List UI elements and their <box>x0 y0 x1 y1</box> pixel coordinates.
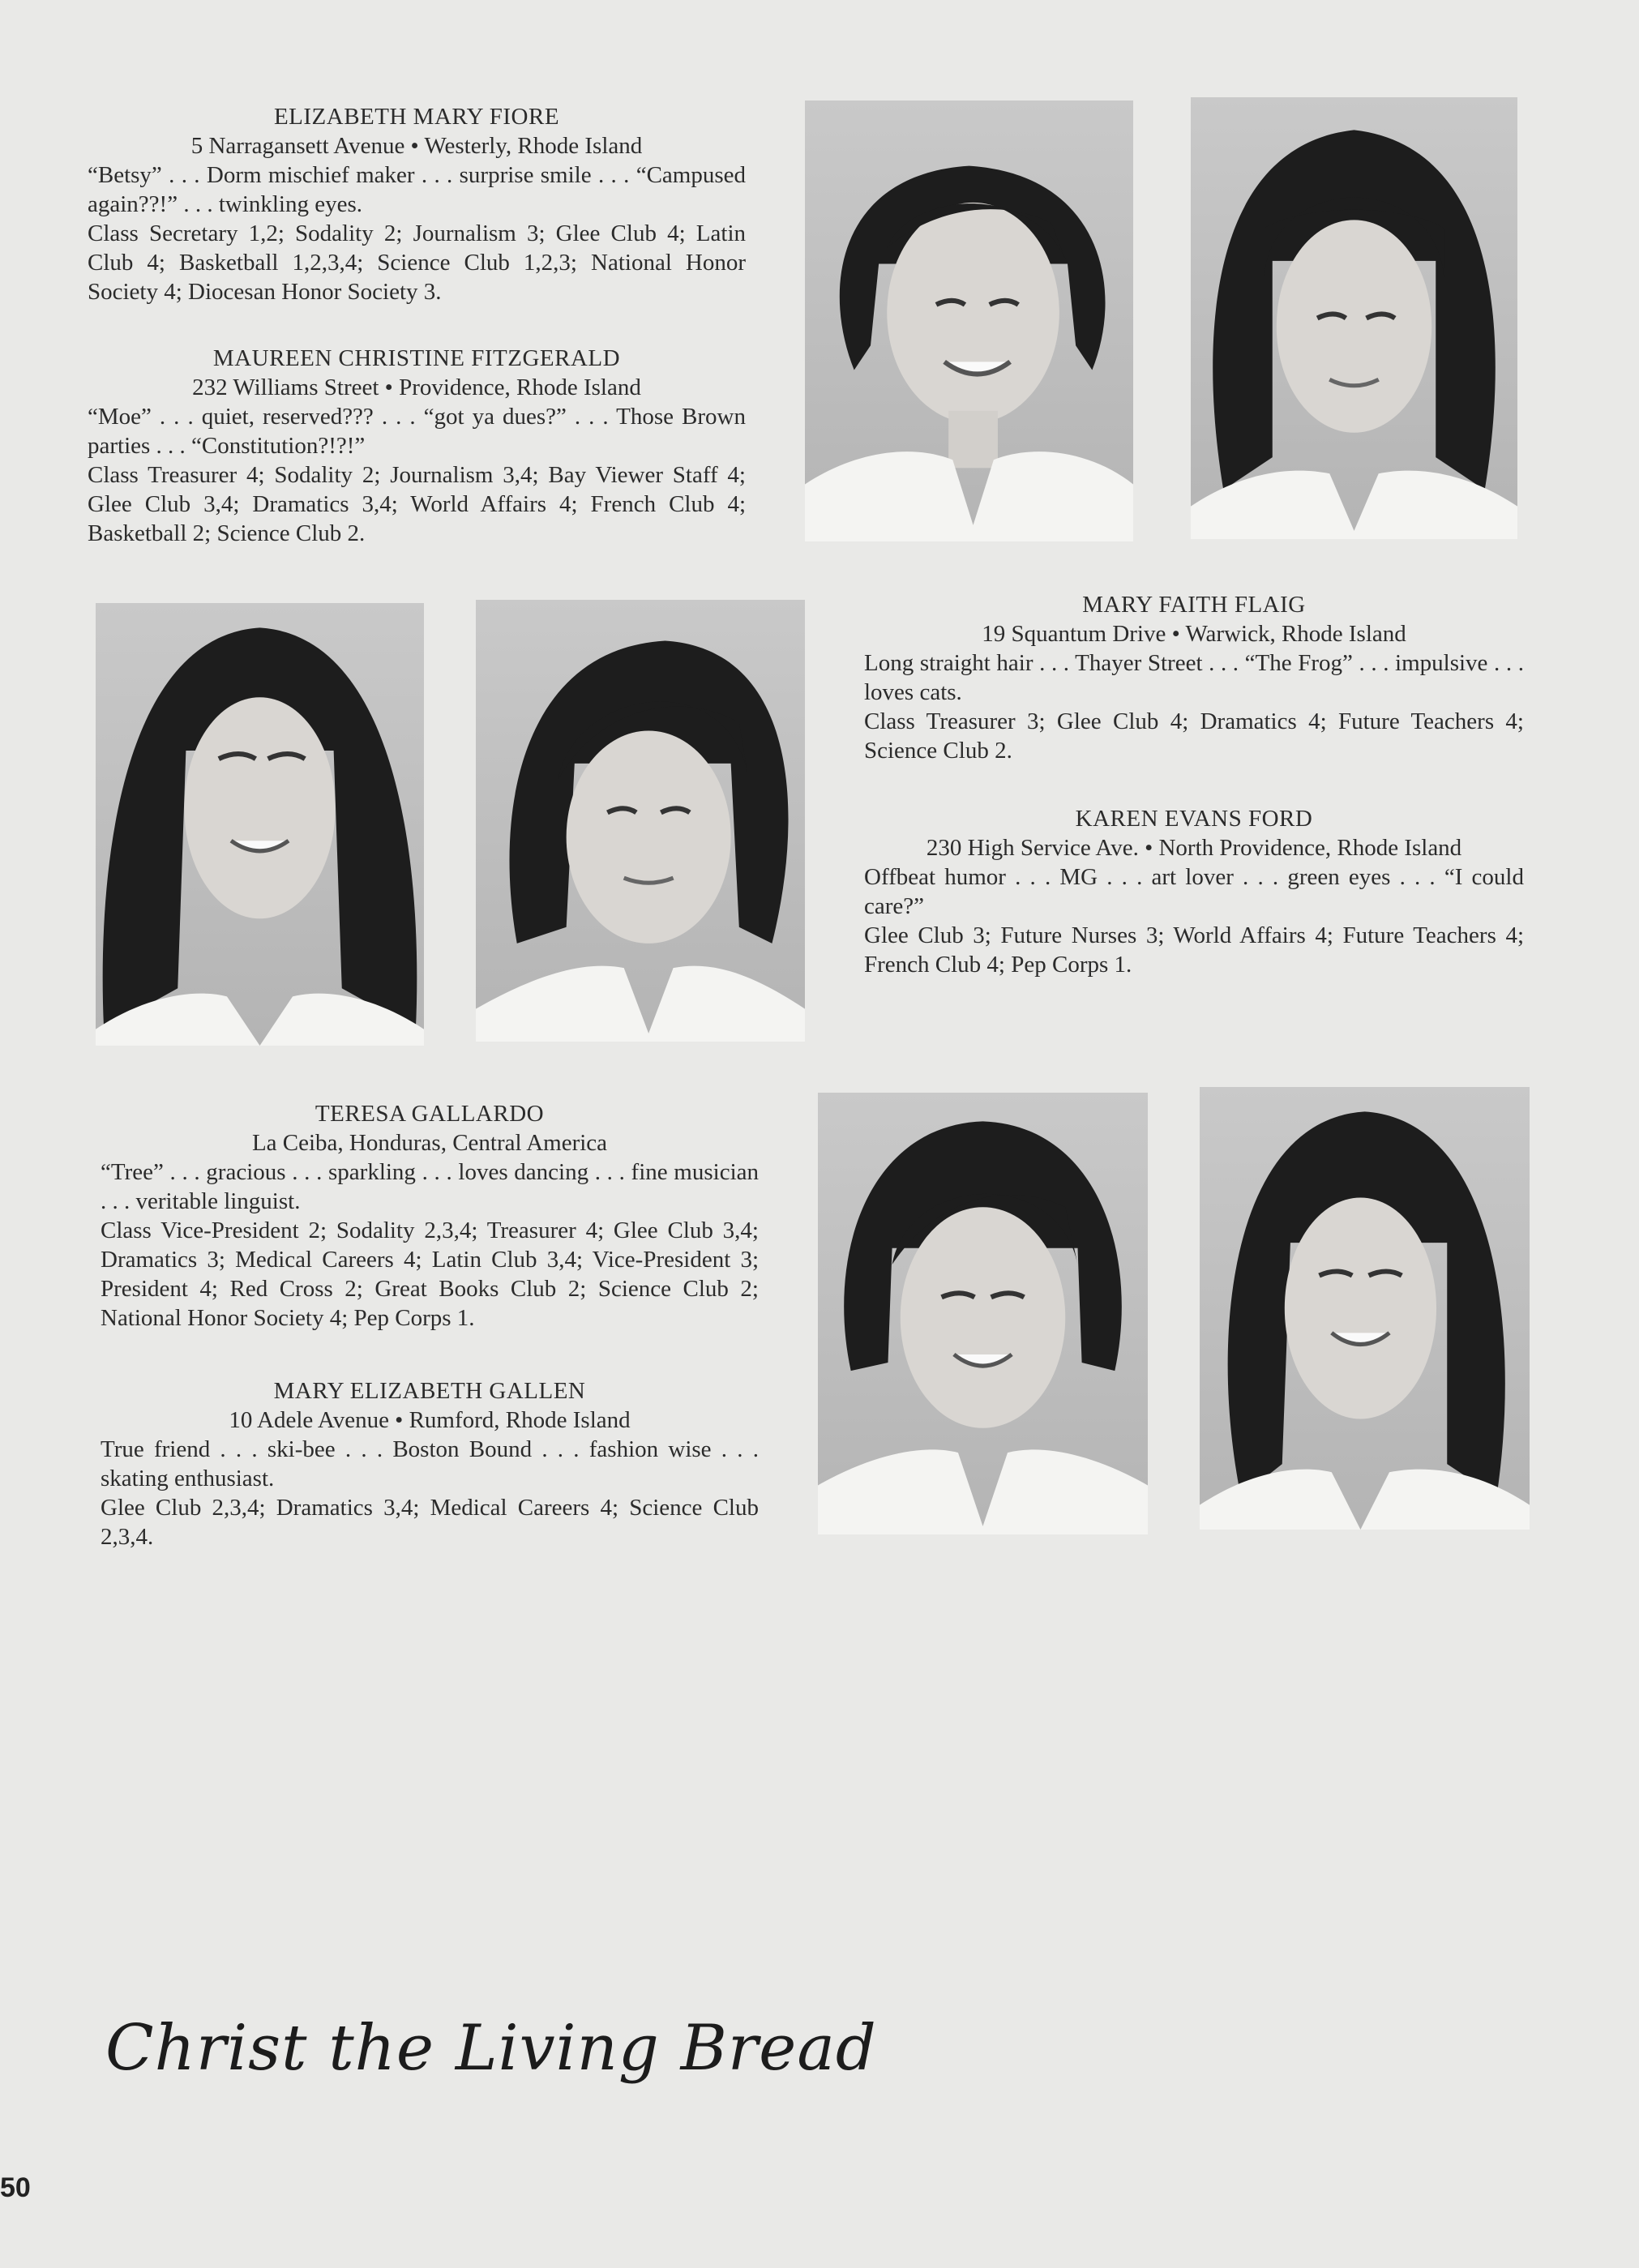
student-activities: Glee Club 3; Future Nurses 3; World Affairs 4; Future Teachers 4; French Club 4; Pep Corps 1. <box>864 922 1524 978</box>
student-entry-flaig <box>864 590 1524 765</box>
student-description: “Tree” . . . gracious . . . sparkling . . . loves dancing . . . fine musician . . . veritable linguist. <box>101 1159 759 1214</box>
student-address: 10 Adele Avenue • Rumford, Rhode Island <box>229 1407 631 1433</box>
student-address: 230 High Service Ave. • North Providence, Rhode Island <box>926 835 1462 861</box>
student-activities: Class Secretary 1,2; Sodality 2; Journalism 3; Glee Club 4; Latin Club 4; Basketball 1,2,3,4; Science Club 1,2,3; National Honor Society 4; Diocesan Honor Society 3. <box>88 220 746 305</box>
student-entry-fiore <box>88 102 746 306</box>
student-name: MARY FAITH FLAIG <box>1082 592 1306 618</box>
student-description: Offbeat humor . . . MG . . . art lover . . . green eyes . . . “I could care?” <box>864 864 1524 919</box>
student-entry-fitzgerald <box>88 344 746 548</box>
student-name: MARY ELIZABETH GALLEN <box>273 1378 586 1404</box>
student-address: 232 Williams Street • Providence, Rhode Island <box>192 374 641 400</box>
portrait-photo-fiore <box>805 101 1133 541</box>
student-name: TERESA GALLARDO <box>315 1101 545 1127</box>
portrait-photo-flaig <box>96 603 424 1046</box>
student-name: MAUREEN CHRISTINE FITZGERALD <box>212 345 621 371</box>
portrait-photo-fitzgerald <box>1191 97 1517 539</box>
student-description: “Betsy” . . . Dorm mischief maker . . . surprise smile . . . “Campused again??!” . . . twinkling eyes. <box>88 162 746 217</box>
student-description: “Moe” . . . quiet, reserved??? . . . “got ya dues?” . . . Those Brown parties . . . “Constitution?!?!” <box>88 404 746 459</box>
page-number: 50 <box>0 2172 31 2203</box>
student-name: ELIZABETH MARY FIORE <box>273 104 560 130</box>
student-address: 19 Squantum Drive • Warwick, Rhode Island <box>982 621 1406 647</box>
student-activities: Class Treasurer 4; Sodality 2; Journalism 3,4; Bay Viewer Staff 4; Glee Club 3,4; Dramatics 3,4; World Affairs 4; French Club 4; Basketball 2; Science Club 2. <box>88 462 746 546</box>
student-activities: Class Treasurer 3; Glee Club 4; Dramatics 4; Future Teachers 4; Science Club 2. <box>864 708 1524 764</box>
motto-script: Christ the Living Bread <box>105 2012 877 2085</box>
student-address: La Ceiba, Honduras, Central America <box>251 1130 608 1156</box>
portrait-photo-ford <box>476 600 805 1042</box>
student-activities: Glee Club 2,3,4; Dramatics 3,4; Medical Careers 4; Science Club 2,3,4. <box>101 1495 759 1550</box>
student-description: Long straight hair . . . Thayer Street . . . “The Frog” . . . impulsive . . . loves cats. <box>864 650 1524 705</box>
student-name: KAREN EVANS FORD <box>1075 806 1313 832</box>
student-entry-ford <box>864 804 1524 979</box>
student-entry-gallardo <box>101 1099 759 1333</box>
portrait-photo-gallardo <box>818 1093 1148 1534</box>
student-address: 5 Narragansett Avenue • Westerly, Rhode Island <box>190 133 643 159</box>
student-activities: Class Vice-President 2; Sodality 2,3,4; Treasurer 4; Glee Club 3,4; Dramatics 3; Medical Careers 4; Latin Club 3,4; Vice-President 3; President 4; Red Cross 2; Great Books Club 2; Science Club 2; National Honor Society 4; Pep Corps 1. <box>101 1217 759 1331</box>
portrait-photo-gallen <box>1200 1087 1530 1530</box>
student-entry-gallen <box>101 1376 759 1551</box>
student-description: True friend . . . ski-bee . . . Boston Bound . . . fashion wise . . . skating enthusiast. <box>101 1436 759 1491</box>
